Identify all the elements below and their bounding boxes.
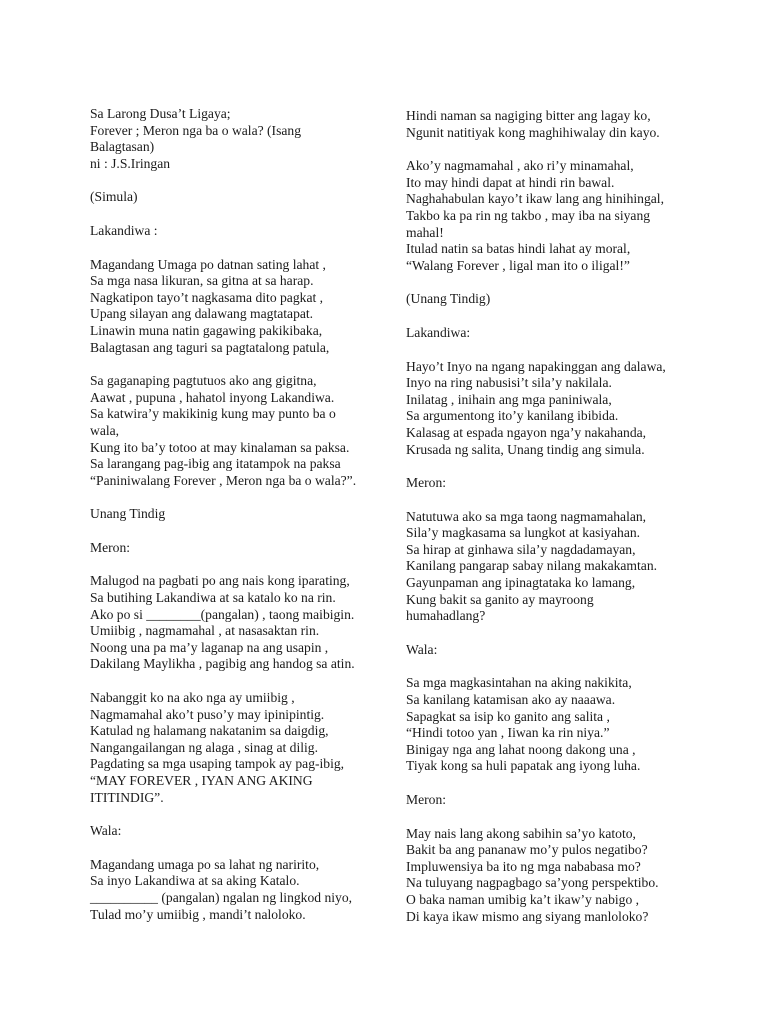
- text-line: Kalasag at espada ngayon nga’y nakahanda,: [406, 424, 647, 440]
- text-line: ni : J.S.Iringan: [90, 155, 171, 171]
- stanza: [406, 475, 706, 492]
- text-line: Inyo na ring nabusisi’t sila’y nakilala.: [406, 375, 612, 391]
- stanza: [90, 573, 380, 673]
- stanza: [406, 325, 706, 342]
- text-line: Meron:: [406, 792, 447, 807]
- text-line: mahal!: [406, 224, 444, 240]
- text-line: Sa gaganaping pagtutuos ako ang gigitna,: [90, 373, 317, 389]
- text-line: Unang Tindig: [90, 506, 166, 522]
- text-line: Pagdating sa mga usaping tampok ay pag-ibig,: [90, 756, 345, 772]
- text-line: Bakit ba ang pananaw mo’y pulos negatibo?: [406, 842, 648, 858]
- text-line: Wala:: [406, 641, 438, 657]
- right-column: [406, 108, 706, 942]
- text-line: Umiibig , nagmamahal , at nasasaktan rin.: [90, 623, 320, 639]
- text-line: “MAY FOREVER , IYAN ANG AKING: [90, 773, 313, 788]
- text-line: Di kaya ikaw mismo ang siyang manloloko?: [406, 908, 649, 924]
- stanza: [406, 826, 706, 926]
- text-line: wala,: [90, 422, 120, 438]
- text-line: Noong una pa ma’y laganap na ang usapin ,: [90, 639, 329, 655]
- text-line: Magandang Umaga po datnan sating lahat ,: [90, 256, 326, 272]
- text-line: (Unang Tindig): [406, 291, 491, 307]
- text-line: O baka naman umibig ka’t ikaw’y nabigo ,: [406, 891, 640, 907]
- text-line: Upang silayan ang dalawang magtatapat.: [90, 306, 314, 322]
- text-line: Nagkatipon tayo’t nagkasama dito pagkat ,: [90, 289, 324, 305]
- stanza: [406, 108, 706, 141]
- text-line: Wala:: [90, 823, 122, 839]
- text-line: Sila’y magkasama sa lungkot at kasiyahan.: [406, 525, 641, 541]
- text-line: Magandang umaga po sa lahat ng naririto,: [90, 856, 320, 872]
- text-line: Aawat , pupuna , hahatol inyong Lakandiwa.: [90, 389, 335, 405]
- text-line: Malugod na pagbati po ang nais kong iparating,: [90, 573, 350, 589]
- text-line: Hayo’t Inyo na ngang napakinggan ang dalawa,: [406, 358, 666, 374]
- text-line: Takbo ka pa rin ng takbo , may iba na siyang: [406, 207, 651, 223]
- text-line: Inilatag , inihain ang mga paniniwala,: [406, 391, 612, 407]
- stanza: [90, 106, 380, 172]
- text-line: Sa inyo Lakandiwa at sa aking Katalo.: [90, 873, 300, 889]
- text-line: Lakandiwa:: [406, 324, 471, 340]
- stanza: [406, 291, 706, 308]
- stanza: [406, 792, 706, 809]
- left-column: [90, 106, 380, 940]
- text-line: Sa argumentong ito’y kanilang ibibida.: [406, 408, 619, 424]
- text-line: Sapagkat sa isip ko ganito ang salita ,: [406, 708, 610, 724]
- text-line: Kung bakit sa ganito ay mayroong: [406, 591, 594, 607]
- stanza: [406, 158, 706, 274]
- stanza: [406, 359, 706, 459]
- text-line: Sa katwira’y makikinig kung may punto ba o: [90, 406, 336, 422]
- stanza: [406, 675, 706, 775]
- text-line: ITITINDIG”.: [90, 789, 164, 805]
- text-line: “Walang Forever , ligal man ito o iligal!”: [406, 257, 630, 273]
- text-line: Tulad mo’y umiibig , mandi’t naloloko.: [90, 906, 306, 922]
- text-line: Meron:: [90, 539, 131, 555]
- text-line: Hindi naman sa nagiging bitter ang lagay ko,: [406, 108, 651, 123]
- text-line: Sa mga nasa likuran, sa gitna at sa harap.: [90, 273, 314, 289]
- text-line: Impluwensiya ba ito ng mga nababasa mo?: [406, 858, 641, 874]
- text-line: Nangangailangan ng alaga , sinag at dilig.: [90, 739, 319, 755]
- text-line: Katulad ng halamang nakatanim sa daigdig,: [90, 723, 329, 739]
- text-line: Ngunit natitiyak kong maghihiwalay din kayo.: [406, 124, 660, 140]
- text-line: Meron:: [406, 475, 447, 491]
- text-line: Ako’y nagmamahal , ako ri’y minamahal,: [406, 158, 634, 174]
- text-line: Balagtasan ang taguri sa pagtatalong patula,: [90, 339, 330, 355]
- text-line: Kanilang pangarap sabay nilang makakamtan.: [406, 558, 658, 574]
- text-line: (Simula): [90, 189, 138, 205]
- text-line: “Paniniwalang Forever , Meron nga ba o wala?”.: [90, 472, 357, 488]
- stanza: [90, 690, 380, 806]
- text-line: Dakilang Maylikha , pagibig ang handog sa atin.: [90, 656, 355, 672]
- text-line: May nais lang akong sabihin sa’yo katoto,: [406, 825, 636, 841]
- text-line: Kung ito ba’y totoo at may kinalaman sa paksa.: [90, 439, 350, 455]
- stanza: [90, 189, 380, 206]
- text-line: Balagtasan): [90, 139, 155, 155]
- text-line: Lakandiwa :: [90, 222, 158, 238]
- stanza: [406, 509, 706, 625]
- stanza: [90, 823, 380, 840]
- text-line: Naghahabulan kayo’t ikaw lang ang hinihingal,: [406, 191, 664, 207]
- text-line: Krusada ng salita, Unang tindig ang simula.: [406, 441, 645, 457]
- text-line: Nagmamahal ako’t puso’y may ipinipintig.: [90, 706, 325, 722]
- stanza: [90, 257, 380, 357]
- text-line: Ito may hindi dapat at hindi rin bawal.: [406, 174, 615, 190]
- text-line: “Hindi totoo yan , Iiwan ka rin niya.”: [406, 725, 610, 741]
- text-line: Natutuwa ako sa mga taong nagmamahalan,: [406, 508, 647, 524]
- stanza: [90, 540, 380, 557]
- text-line: Nabanggit ko na ako nga ay umiibig ,: [90, 690, 295, 706]
- text-line: Ako po si ________(pangalan) , taong maibigin.: [90, 606, 355, 622]
- text-line: Linawin muna natin gagawing pakikibaka,: [90, 322, 323, 338]
- text-line: Sa kanilang katamisan ako ay naaawa.: [406, 692, 616, 708]
- text-line: Na tuluyang nagpagbago sa’yong perspektibo.: [406, 875, 659, 891]
- text-line: humahadlang?: [406, 608, 486, 624]
- text-line: Itulad natin sa batas hindi lahat ay moral,: [406, 241, 631, 257]
- stanza: [406, 642, 706, 659]
- stanza: [90, 857, 380, 923]
- text-line: Sa hirap at ginhawa sila’y nagdadamayan,: [406, 541, 636, 557]
- text-line: Sa larangang pag-ibig ang itatampok na paksa: [90, 456, 341, 472]
- text-line: Gayunpaman ang ipinagtataka ko lamang,: [406, 575, 636, 591]
- stanza: [90, 223, 380, 240]
- text-line: __________ (pangalan) ngalan ng lingkod niyo,: [90, 889, 353, 905]
- text-line: Forever ; Meron nga ba o wala? (Isang: [90, 122, 302, 138]
- stanza: [90, 506, 380, 523]
- text-line: Sa Larong Dusa’t Ligaya;: [90, 106, 231, 121]
- text-line: Tiyak kong sa huli papatak ang iyong luha.: [406, 758, 641, 774]
- text-line: Sa butihing Lakandiwa at sa katalo ko na rin.: [90, 590, 336, 606]
- text-line: Sa mga magkasintahan na aking nakikita,: [406, 675, 632, 691]
- stanza: [90, 373, 380, 489]
- text-line: Binigay nga ang lahat noong dakong una ,: [406, 741, 636, 757]
